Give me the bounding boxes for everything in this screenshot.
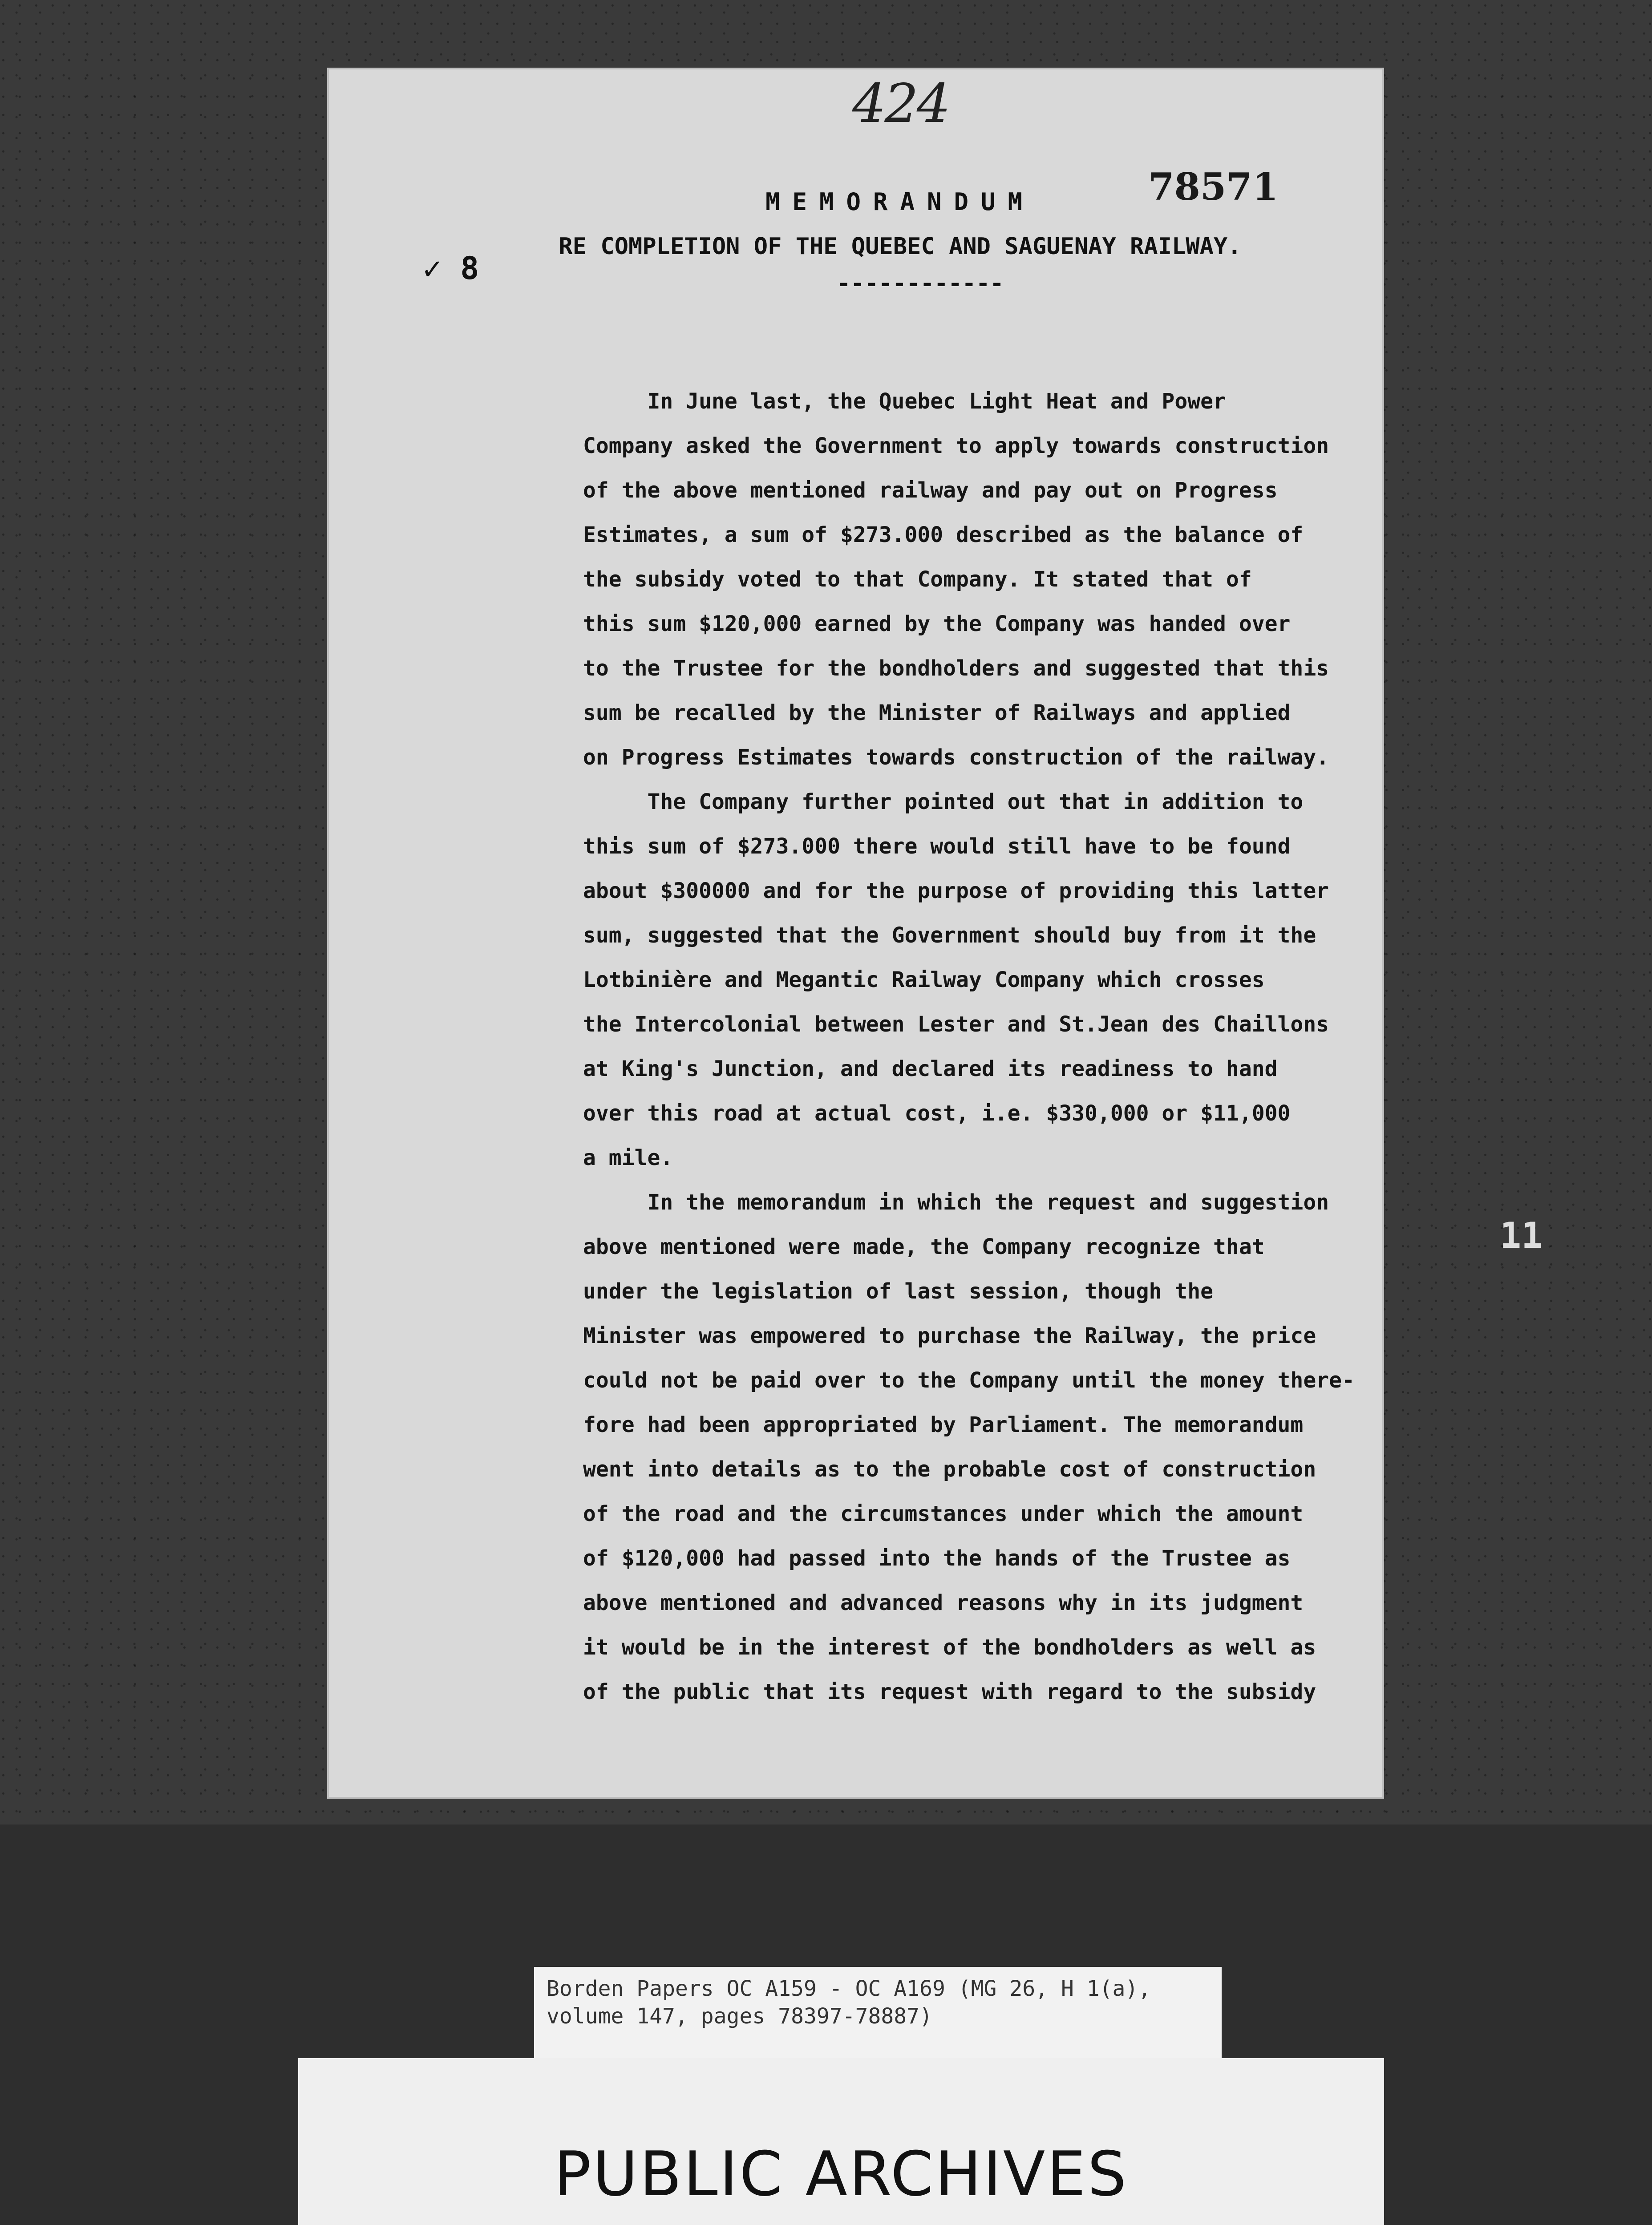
archives-stamp [298, 2058, 1384, 2225]
body-line: the Intercolonial between Lester and St.Jean des Chaillons [583, 1012, 1329, 1037]
body-line: the subsidy voted to that Company. It stated that of [583, 567, 1252, 592]
film-edge-mark: 11 [1500, 1215, 1543, 1256]
body-line: a mile. [583, 1145, 673, 1170]
memorandum-subtitle: RE COMPLETION OF THE QUEBEC AND SAGUENAY RAILWAY. [559, 233, 1242, 260]
body-line: fore had been appropriated by Parliament. The memorandum [583, 1412, 1304, 1437]
body-line: of $120,000 had passed into the hands of the Trustee as [583, 1546, 1291, 1571]
stamp-line-1: PUBLIC ARCHIVES [554, 2138, 1129, 2210]
body-line: sum be recalled by the Minister of Railways and applied [583, 700, 1291, 725]
memorandum-body [583, 379, 1375, 1714]
body-line: to the Trustee for the bondholders and suggested that this [583, 656, 1329, 681]
body-line: of the road and the circumstances under which the amount [583, 1501, 1304, 1526]
body-line: above mentioned and advanced reasons why in its judgment [583, 1590, 1304, 1615]
reference-number: 78571 [1148, 165, 1279, 209]
body-line: Minister was empowered to purchase the Railway, the price [583, 1323, 1316, 1348]
body-line: Company asked the Government to apply towards construction [583, 433, 1329, 458]
body-line: could not be paid over to the Company until the money there- [583, 1368, 1355, 1393]
body-line: this sum of $273.000 there would still have to be found [583, 834, 1291, 859]
body-line: on Progress Estimates towards construction of the railway. [583, 745, 1329, 770]
citation-line-2: volume 147, pages 78397-78887) [547, 2004, 932, 2029]
body-line: above mentioned were made, the Company recognize that [583, 1234, 1265, 1259]
body-line: about $300000 and for the purpose of providing this latter [583, 878, 1329, 903]
body-line: In June last, the Quebec Light Heat and Power [583, 389, 1226, 414]
body-line: of the public that its request with regard to the subsidy [583, 1679, 1316, 1704]
body-line: The Company further pointed out that in addition to [583, 789, 1304, 814]
citation-line-1: Borden Papers OC A159 - OC A169 (MG 26, H 1(a), [547, 1976, 1151, 2001]
body-line: Estimates, a sum of $273.000 described as the balance of [583, 522, 1304, 547]
body-line: under the legislation of last session, though the [583, 1279, 1214, 1304]
body-line: this sum $120,000 earned by the Company was handed over [583, 611, 1291, 636]
body-line: went into details as to the probable cost of construction [583, 1457, 1316, 1482]
body-line: In the memorandum in which the request and suggestion [583, 1190, 1329, 1215]
memorandum-page [327, 68, 1384, 1799]
folio-number: 424 [852, 73, 949, 135]
memorandum-title: MEMORANDUM [765, 188, 1035, 216]
margin-check-icon: ✓ 8 [423, 250, 479, 287]
body-line: at King's Junction, and declared its readiness to hand [583, 1056, 1278, 1081]
body-line: Lotbinière and Megantic Railway Company which crosses [583, 967, 1265, 992]
dashed-rule: ------------ [837, 270, 1004, 297]
body-line: of the above mentioned railway and pay out on Progress [583, 478, 1278, 503]
body-line: over this road at actual cost, i.e. $330,000 or $11,000 [583, 1101, 1291, 1126]
body-line: sum, suggested that the Government should buy from it the [583, 923, 1316, 948]
body-line: it would be in the interest of the bondholders as well as [583, 1635, 1316, 1660]
